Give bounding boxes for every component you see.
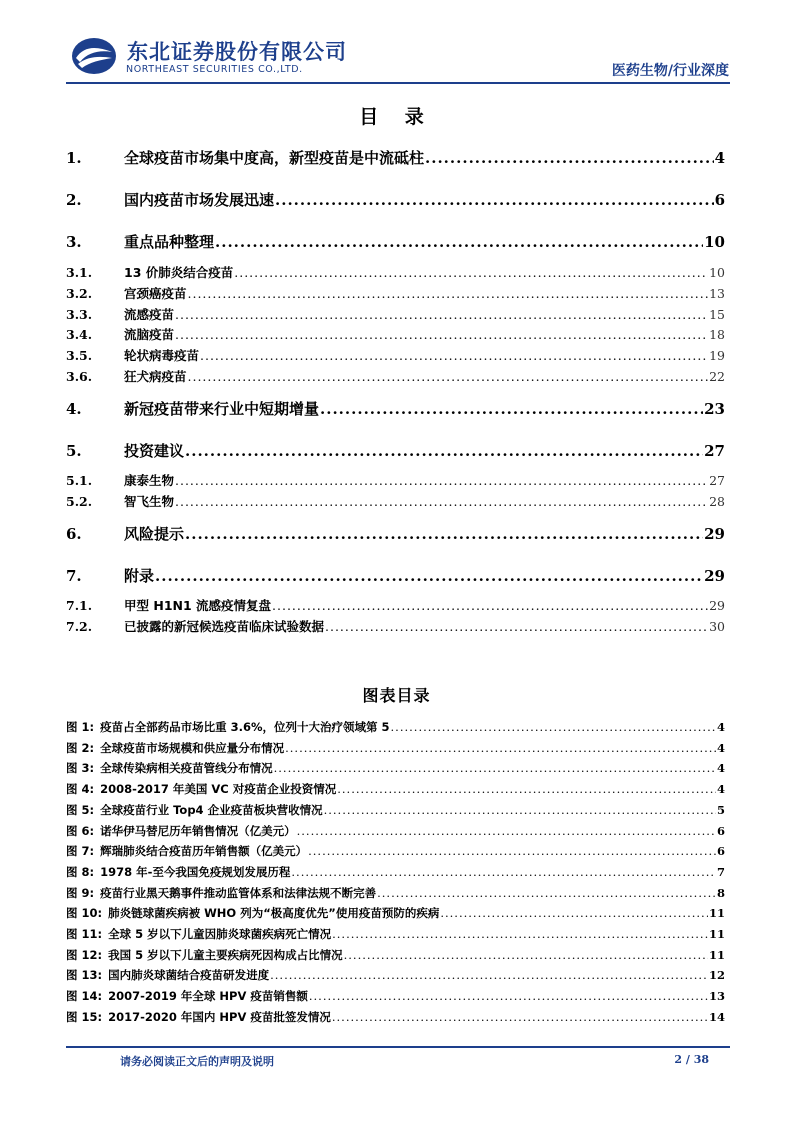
toc-entry-page: 28 (709, 494, 725, 509)
figure-entry-number: 图 13: (66, 968, 103, 983)
figure-entry[interactable] (66, 823, 725, 839)
figure-entry-number: 图 10: (66, 906, 103, 921)
figure-entry-number: 图 5: (66, 802, 95, 817)
footer-disclaimer: 请务必阅读正文后的声明及说明 (120, 1055, 274, 1068)
figure-leader-dots (377, 886, 716, 900)
toc-entry[interactable] (66, 367, 725, 385)
toc-entry-title: 国内疫苗市场发展迅速 (124, 191, 275, 209)
figure-entry[interactable] (66, 781, 725, 797)
toc-entry[interactable] (66, 263, 725, 281)
toc-leader-dots (272, 598, 708, 613)
figure-entry-page: 11 (708, 906, 725, 921)
figure-entry-number: 图 9: (66, 885, 95, 900)
toc-entry[interactable] (66, 565, 725, 586)
toc-entry[interactable] (66, 492, 725, 510)
figure-entry-title: 2017-2020 年国内 HPV 疫苗批签发情况 (108, 1009, 331, 1024)
toc-entry-page: 19 (709, 348, 725, 363)
figure-entry[interactable] (66, 905, 725, 921)
toc-leader-dots (175, 494, 708, 509)
figure-entry-title: 肺炎链球菌疾病被 WHO 列为“极高度优先”使用疫苗预防的疾病 (108, 906, 440, 921)
toc-entry-title: 康泰生物 (124, 473, 175, 488)
figure-entry-number: 图 4: (66, 782, 95, 797)
figure-entry-number: 图 11: (66, 927, 103, 941)
toc-entry-page: 27 (704, 442, 725, 460)
toc-leader-dots (425, 149, 714, 167)
figure-entry-title: 我国 5 岁以下儿童主要疾病死因构成占比情况 (108, 947, 343, 962)
toc-entry-title: 狂犬病疫苗 (124, 369, 187, 384)
footer-divider (66, 1046, 730, 1048)
toc-entry[interactable] (66, 398, 725, 419)
figure-entry[interactable] (66, 967, 725, 983)
figure-entry-number: 图 12: (66, 947, 103, 962)
toc-entry[interactable] (66, 325, 725, 343)
figure-leader-dots (332, 927, 708, 941)
figure-entry-page: 11 (708, 947, 725, 962)
toc-entry[interactable] (66, 346, 725, 364)
figure-leader-dots (308, 844, 716, 858)
toc-entry[interactable] (66, 596, 725, 614)
toc-entry[interactable] (66, 523, 725, 544)
header-divider (66, 82, 730, 84)
toc-entry-title: 新冠疫苗带来行业中短期增量 (124, 400, 320, 418)
figure-entry-page: 7 (716, 864, 725, 879)
toc-entry-page: 29 (704, 567, 725, 585)
figure-entry-number: 图 6: (66, 823, 95, 838)
figure-entry-number: 图 3: (66, 761, 95, 776)
toc-entry-number: 1. (66, 149, 82, 167)
figure-entry-page: 5 (716, 802, 725, 817)
toc-entry-number: 3. (66, 233, 82, 251)
toc-leader-dots (185, 525, 703, 543)
figure-entry-title: 国内肺炎球菌结合疫苗研发进度 (108, 968, 270, 983)
figure-entry[interactable] (66, 760, 725, 776)
toc-entry-page: 10 (704, 233, 725, 251)
toc-entry-page: 18 (709, 327, 725, 342)
toc-entry-number: 3.1. (66, 265, 93, 280)
figure-entry[interactable] (66, 843, 725, 859)
figure-entry[interactable] (66, 740, 725, 756)
figure-entry-page: 8 (716, 885, 725, 900)
toc-entry-number: 7. (66, 567, 82, 585)
toc-leader-dots (234, 265, 708, 280)
toc-entry-title: 智飞生物 (124, 494, 175, 509)
figure-entry-page: 4 (716, 740, 725, 755)
figure-entry-title: 1978 年-至今我国免疫规划发展历程 (100, 864, 291, 879)
toc-entry-page: 22 (709, 369, 725, 384)
toc-entry-page: 29 (709, 598, 725, 613)
toc-entry-title: 风险提示 (124, 525, 185, 543)
figure-entry[interactable] (66, 885, 725, 901)
figure-entry[interactable] (66, 864, 725, 880)
toc-leader-dots (175, 327, 708, 342)
toc-entry-number: 3.5. (66, 348, 93, 363)
toc-title: 目 录 (359, 106, 434, 128)
toc-entry-title: 流感疫苗 (124, 307, 175, 322)
toc-entry-page: 27 (709, 473, 725, 488)
figure-entry-number: 图 14: (66, 989, 103, 1004)
toc-entry-page: 30 (709, 619, 725, 634)
figure-entry-title: 全球疫苗市场规模和供应量分布情况 (100, 740, 285, 755)
figure-entry-number: 图 2: (66, 740, 95, 755)
toc-leader-dots (175, 307, 708, 322)
toc-entry-page: 10 (709, 265, 725, 280)
report-type: 医药生物/行业深度 (611, 63, 729, 79)
toc-entry[interactable] (66, 471, 725, 489)
figure-entry-page: 6 (716, 844, 725, 859)
toc-entry[interactable] (66, 231, 725, 252)
figure-entry-title: 2008-2017 年美国 VC 对疫苗企业投资情况 (100, 782, 337, 797)
toc-entry-number: 6. (66, 525, 82, 543)
toc-entry-title: 宫颈癌疫苗 (124, 286, 187, 301)
toc-leader-dots (185, 442, 703, 460)
figure-entry-page: 4 (716, 761, 725, 776)
figure-entry[interactable] (66, 988, 725, 1004)
toc-entry-page: 15 (709, 307, 725, 322)
toc-entry-title: 全球疫苗市场集中度高，新型疫苗是中流砥柱 (124, 149, 425, 167)
figure-entry[interactable] (66, 1009, 725, 1025)
toc-entry-number: 5.2. (66, 494, 93, 509)
figure-leader-dots (440, 906, 708, 920)
figure-entry[interactable] (66, 802, 725, 818)
figure-entry-title: 疫苗行业黑天鹅事件推动监管体系和法律法规不断完善 (100, 885, 377, 900)
figure-entry-page: 11 (708, 927, 725, 941)
figure-entry-page: 14 (708, 1009, 725, 1024)
toc-entry-number: 5.1. (66, 473, 93, 488)
figure-entry-number: 图 1: (66, 720, 95, 734)
toc-leader-dots (155, 567, 703, 585)
figure-leader-dots (337, 782, 716, 796)
toc-leader-dots (275, 191, 714, 209)
toc-entry-page: 23 (704, 400, 725, 418)
toc-entry[interactable] (66, 284, 725, 302)
figure-leader-dots (324, 803, 716, 817)
toc-entry-number: 7.1. (66, 598, 93, 613)
toc-entry-page: 13 (709, 286, 725, 301)
figure-entry-title: 诺华伊马替尼历年销售情况（亿美元） (100, 823, 296, 838)
figure-entry-page: 12 (708, 968, 725, 983)
toc-entry-title: 重点品种整理 (124, 233, 215, 251)
toc-leader-dots (188, 286, 709, 301)
figure-entry-page: 6 (716, 823, 725, 838)
toc-entry-title: 附录 (124, 567, 155, 585)
figure-entry-title: 2007-2019 年全球 HPV 疫苗销售额 (108, 989, 308, 1004)
toc-entry-title: 轮状病毒疫苗 (124, 348, 200, 363)
toc-leader-dots (188, 369, 709, 384)
figure-entry-page: 13 (708, 989, 725, 1004)
toc-entry-number: 3.4. (66, 327, 93, 342)
toc-leader-dots (200, 348, 708, 363)
figure-leader-dots (332, 1010, 708, 1024)
company-name-cn: 东北证券股份有限公司 (127, 40, 347, 64)
figure-leader-dots (285, 741, 716, 755)
figure-entry[interactable] (66, 947, 725, 963)
figure-leader-dots (344, 948, 708, 962)
toc-entry[interactable] (66, 305, 725, 323)
toc-entry-number: 3.6. (66, 369, 93, 384)
company-name-en: NORTHEAST SECURITIES CO.,LTD. (126, 64, 303, 75)
toc-entry-page: 29 (704, 525, 725, 543)
toc-leader-dots (175, 473, 708, 488)
figure-entry-number: 图 15: (66, 1009, 103, 1024)
figure-leader-dots (291, 865, 716, 879)
toc-entry-title: 流脑疫苗 (124, 327, 175, 342)
toc-leader-dots (320, 400, 703, 418)
figure-entry-page: 4 (716, 782, 725, 797)
toc-entry[interactable] (66, 617, 725, 635)
figure-entry-number: 图 7: (66, 844, 95, 859)
figure-entry[interactable] (66, 719, 725, 735)
toc-entry-number: 7.2. (66, 619, 93, 634)
figure-list-title: 图表目录 (362, 686, 431, 705)
figure-leader-dots (309, 989, 708, 1003)
toc-entry[interactable] (66, 147, 725, 168)
toc-entry-title: 已披露的新冠候选疫苗临床试验数据 (124, 619, 325, 634)
toc-entry-title: 投资建议 (124, 442, 185, 460)
figure-entry-title: 辉瑞肺炎结合疫苗历年销售额（亿美元） (100, 844, 308, 859)
figure-leader-dots (274, 761, 716, 775)
toc-entry-page: 4 (714, 149, 725, 167)
toc-entry[interactable] (66, 189, 725, 210)
toc-leader-dots (325, 619, 708, 634)
figure-entry-title: 全球 5 岁以下儿童因肺炎球菌疾病死亡情况 (108, 927, 332, 941)
figure-leader-dots (270, 968, 708, 982)
figure-leader-dots (391, 720, 716, 734)
toc-entry-number: 4. (66, 400, 82, 418)
toc-entry-number: 3.2. (66, 286, 93, 301)
figure-entry-number: 图 8: (66, 864, 95, 879)
figure-entry-title: 全球疫苗行业 Top4 企业疫苗板块营收情况 (100, 802, 323, 817)
toc-entry-number: 5. (66, 442, 82, 460)
toc-leader-dots (215, 233, 703, 251)
figure-entry-title: 全球传染病相关疫苗管线分布情况 (100, 761, 273, 776)
toc-entry-page: 6 (714, 191, 725, 209)
figure-leader-dots (297, 824, 716, 838)
toc-entry[interactable] (66, 440, 725, 461)
company-logo-icon (70, 36, 118, 76)
page-indicator: 2 / 38 (674, 1053, 709, 1066)
toc-entry-title: 甲型 H1N1 流感疫情复盘 (124, 598, 272, 613)
toc-entry-number: 2. (66, 191, 82, 209)
toc-entry-title: 13 价肺炎结合疫苗 (124, 265, 234, 280)
figure-entry-title: 疫苗占全部药品市场比重 3.6%，位列十大治疗领域第 5 (100, 720, 390, 734)
figure-entry[interactable] (66, 926, 725, 942)
toc-entry-number: 3.3. (66, 307, 93, 322)
figure-entry-page: 4 (716, 720, 725, 734)
